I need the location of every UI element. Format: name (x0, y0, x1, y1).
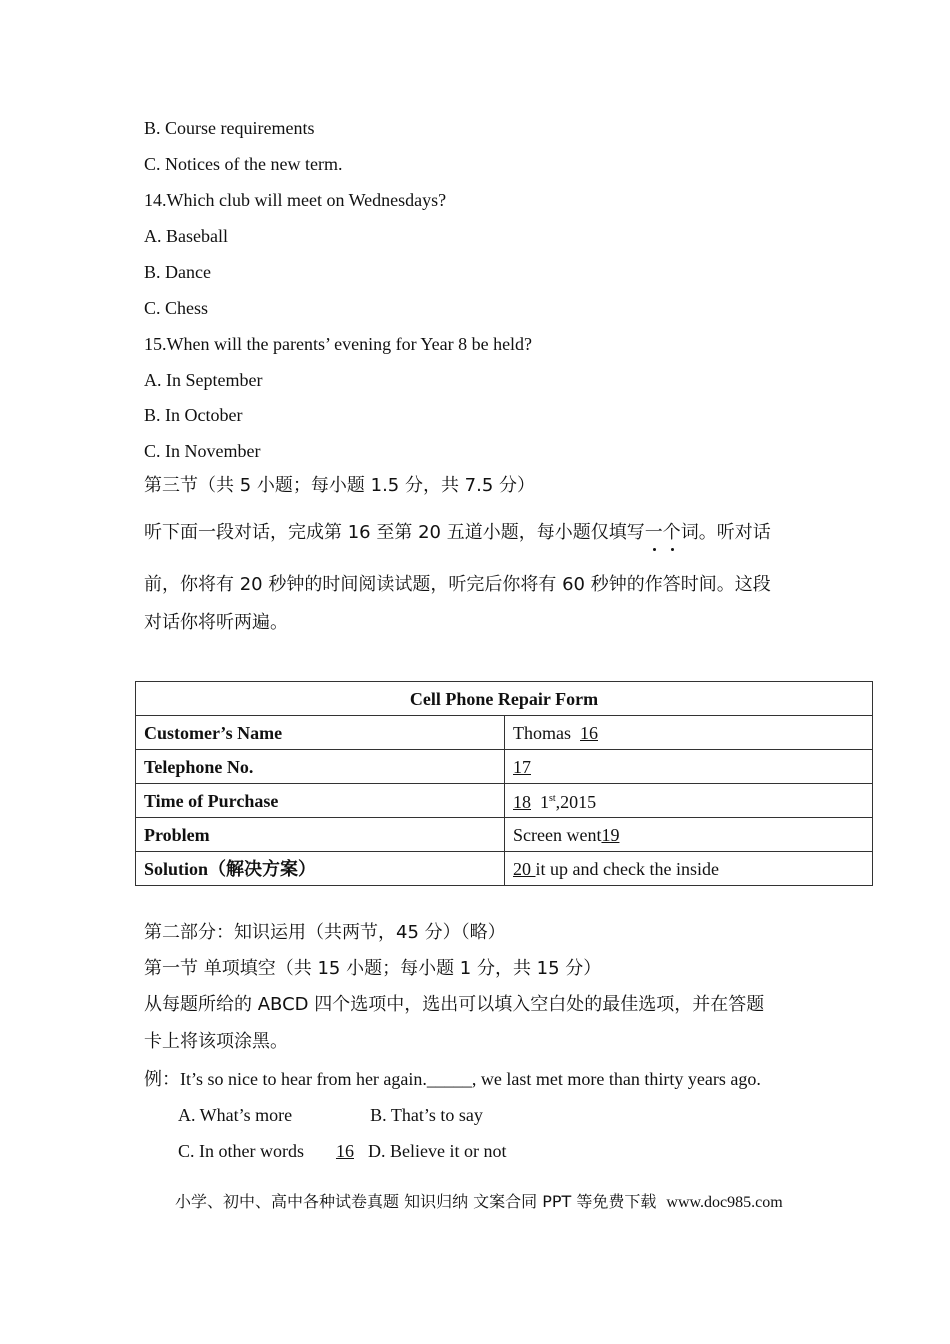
blank-number: 16 (580, 722, 598, 743)
row-label: Telephone No. (136, 750, 505, 784)
blank-number: 20 (513, 858, 536, 879)
row-label: Problem (136, 818, 505, 852)
table-row (136, 818, 873, 852)
question-14: 14.Which club will meet on Wednesdays? (144, 190, 447, 210)
question-15: 15.When will the parents’ evening for Year 8 be held? (144, 334, 533, 354)
form-title: Cell Phone Repair Form (136, 682, 873, 716)
blank-number: 18 (513, 792, 531, 812)
footer (175, 1190, 783, 1215)
section3-instruction-line2: 前，你将有 20 秒钟的时间阅读试题，听完后你将有 60 秒钟的作答时间。这段 (144, 574, 771, 595)
emphasis-char: 一 (644, 522, 663, 543)
blank-number: 17 (513, 756, 531, 777)
table-row (136, 784, 873, 818)
value-text: ,2015 (555, 792, 597, 812)
q14-option-a: A. Baseball (144, 226, 228, 246)
q14-option-c: C. Chess (144, 298, 209, 318)
row-value (505, 818, 873, 852)
table-row (136, 716, 873, 750)
instr-text: 词。听对话 (680, 522, 771, 543)
q15-option-c: C. In November (144, 441, 261, 461)
row-value (505, 852, 873, 886)
form-title-row (136, 682, 873, 716)
q15-option-b: B. In October (144, 405, 243, 425)
blank-number: 16 (335, 1141, 354, 1161)
value-text: Screen went (513, 824, 602, 845)
footer-text: 小学、初中、高中各种试卷真题 知识归纳 文案合同 PPT 等免费下载 (175, 1192, 657, 1211)
row-label: Solution（解决方案） (136, 852, 505, 886)
example-question: 例：It’s so nice to hear from her again._____, we last met more than thirty years ago. (144, 1069, 761, 1089)
option-b-course: B. Course requirements (144, 118, 315, 138)
row-label: Time of Purchase (136, 784, 505, 818)
part2-heading: 第二部分：知识运用（共两节，45 分）（略） (144, 922, 506, 943)
example-option-d: D. Believe it or not (367, 1141, 507, 1161)
table-row (136, 750, 873, 784)
example-options-row1 (178, 1103, 483, 1127)
section3-instruction-line1 (144, 521, 771, 545)
blank-number: 19 (601, 824, 620, 845)
part2-instruction-line2: 卡上将该项涂黑。 (144, 1031, 288, 1052)
value-text: it up and check the inside (535, 858, 719, 879)
value-text: Thomas (513, 722, 580, 743)
example-option-c: C. In other words (178, 1141, 304, 1161)
section3-instruction-line3: 对话你将听两遍。 (144, 612, 288, 633)
part2-instruction-line1: 从每题所给的 ABCD 四个选项中，选出可以填入空白处的最佳选项，并在答题 (144, 994, 765, 1015)
row-value (505, 784, 873, 818)
q15-option-a: A. In September (144, 370, 263, 390)
row-value (505, 750, 873, 784)
repair-form-table (135, 681, 873, 886)
row-value (505, 716, 873, 750)
footer-url: www.doc985.com (666, 1194, 783, 1211)
ordinal-suffix: st (549, 793, 556, 804)
emphasis-char: 个 (662, 522, 681, 543)
part2-section1-heading: 第一节 单项填空（共 15 小题；每小题 1 分，共 15 分） (144, 958, 602, 979)
example-option-a: A. What’s more (178, 1105, 293, 1125)
table-row (136, 852, 873, 886)
q14-option-b: B. Dance (144, 262, 211, 282)
row-label: Customer’s Name (136, 716, 505, 750)
option-c-notices: C. Notices of the new term. (144, 154, 343, 174)
instr-text: 听下面一段对话，完成第 16 至第 20 五道小题，每小题仅填写 (144, 522, 645, 543)
section3-heading: 第三节（共 5 小题；每小题 1.5 分，共 7.5 分） (144, 475, 536, 496)
example-option-b: B. That’s to say (370, 1105, 483, 1125)
value-text: 1 (531, 792, 549, 812)
example-options-row2 (178, 1139, 506, 1163)
